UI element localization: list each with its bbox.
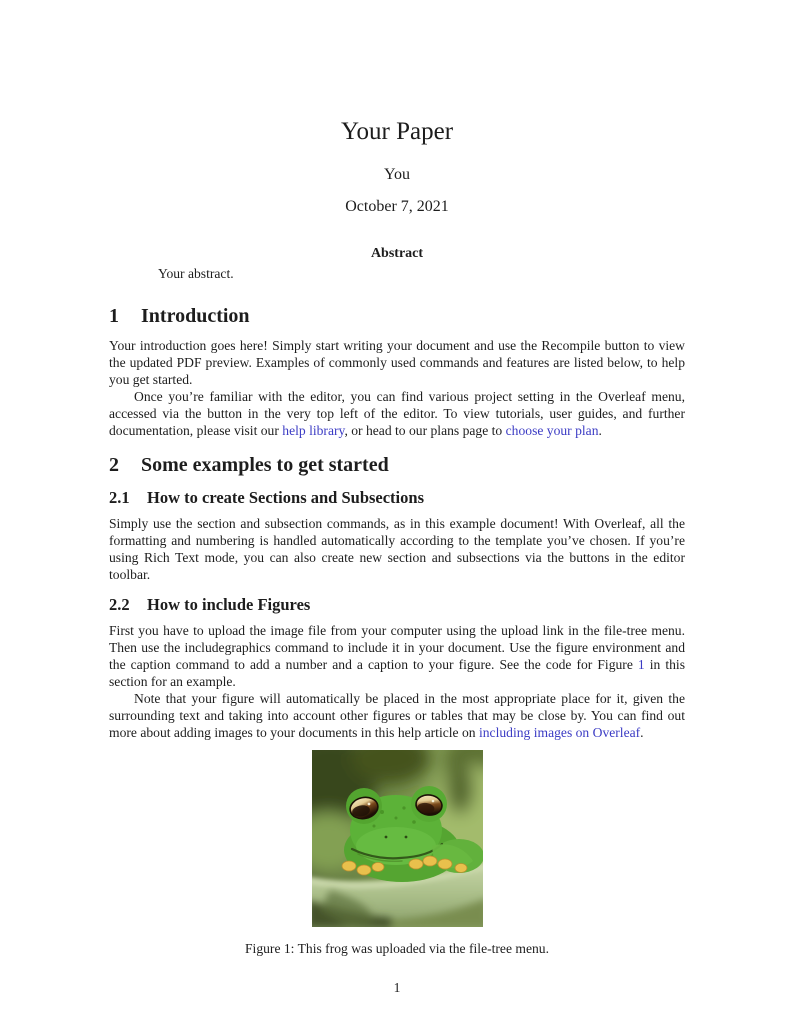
choose-your-plan-link[interactable]: choose your plan: [505, 423, 599, 438]
subsection-2-1-heading: [109, 488, 685, 508]
text-run: Note that your figure will automatically be placed in the most appropriate place for it, given the surrounding text and taking into account other figures or tables that may be close by. You can find out more about adding images to your documents in this help article on: [109, 691, 685, 740]
including-images-link[interactable]: including images on Overleaf: [478, 725, 641, 740]
paper-title: Your Paper: [340, 118, 454, 145]
subsection-2-1-paragraph: Simply use the section and subsection commands, as in this example document! With Overleaf, all the formatting and numbering is handled automatically according to the template you’ve chosen. If you’re using Rich Text mode, you can also create new section and subsections via the buttons in the editor toolbar.: [109, 516, 685, 582]
figure-1-reference-link[interactable]: 1: [637, 657, 645, 672]
figures-paragraph-1: [109, 622, 685, 690]
page-number: 1: [393, 980, 401, 995]
figure-1: [109, 750, 685, 957]
text-run: Once you’re familiar with the editor, you can find various project setting in the Overleaf menu, accessed via the button in the very top left of the editor. To view tutorials, user guides, and further documentation, please visit our: [109, 389, 685, 438]
section-2-title: Some examples to get started: [141, 454, 389, 476]
figure-1-caption: Figure 1: This frog was uploaded via the file-tree menu.: [244, 941, 549, 956]
intro-paragraph-2: [109, 388, 685, 439]
intro-paragraph-1: Your introduction goes here! Simply start writing your document and use the Recompile button to view the updated PDF preview. Examples of commonly used commands and features are listed below, to help you get started.: [109, 338, 685, 387]
subsection-2-1-number: 2.1: [109, 488, 130, 507]
section-2-number: 2: [109, 454, 119, 476]
document-content: [109, 118, 685, 957]
help-library-link[interactable]: help library: [282, 423, 345, 438]
subsection-2-1-title: How to create Sections and Subsections: [147, 488, 424, 507]
abstract-heading: Abstract: [370, 246, 424, 261]
text-run: First you have to upload the image file from your computer using the upload link in the file-tree menu. Then use the includegraphics command to include it in your document. Use the figure environment and the caption command to add a number and a caption to your figure. See the code for Figure: [109, 623, 685, 672]
frog-photo: [312, 750, 483, 927]
figures-paragraph-2: [109, 690, 685, 741]
section-1-title: Introduction: [141, 305, 250, 327]
text-run: , or head to our plans page to: [344, 423, 506, 438]
text-run: .: [640, 725, 644, 740]
subsection-2-2-number: 2.2: [109, 595, 130, 614]
abstract-text: Your abstract.: [158, 266, 234, 281]
subsection-2-2-heading: [109, 595, 685, 615]
text-run: .: [598, 423, 602, 438]
section-1-heading: [109, 304, 685, 328]
paper-author: You: [384, 166, 410, 183]
text-run: in this section for an example.: [109, 657, 685, 689]
section-2-heading: [109, 453, 685, 477]
section-1-number: 1: [109, 305, 119, 327]
paper-date: October 7, 2021: [345, 198, 449, 215]
subsection-2-2-title: How to include Figures: [147, 595, 311, 614]
